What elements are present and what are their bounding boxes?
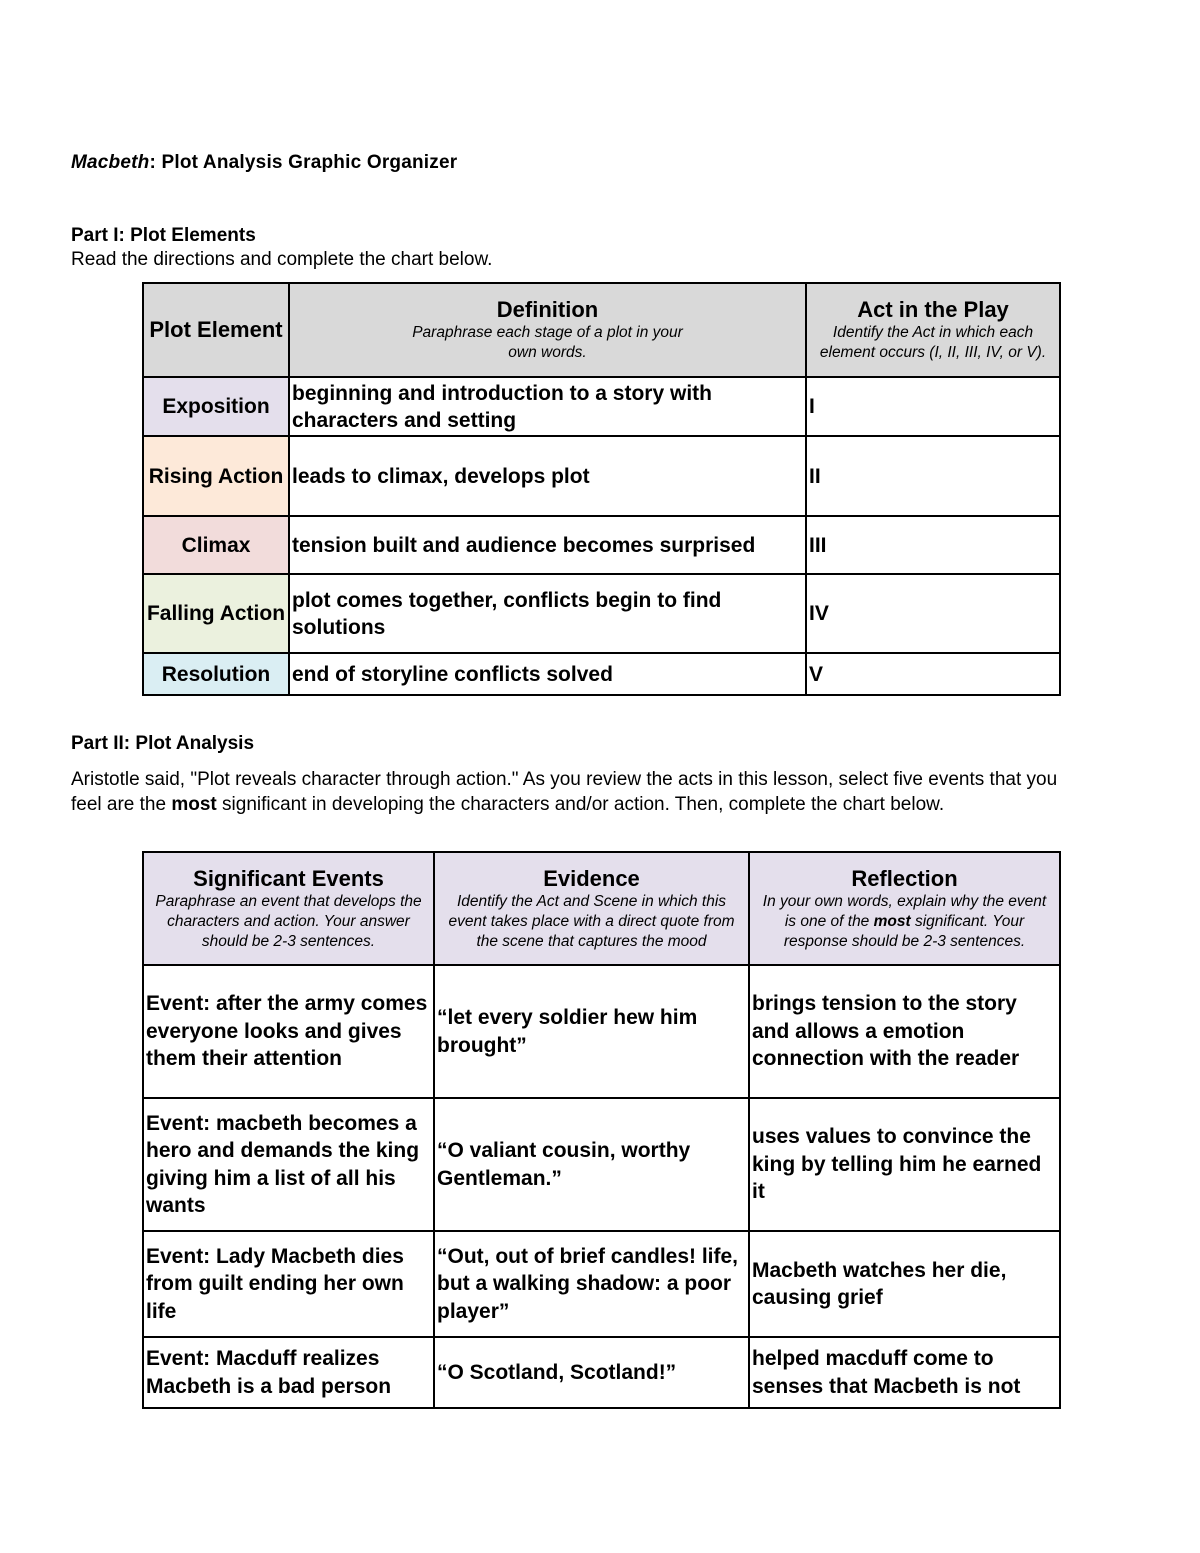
table-row — [143, 436, 1060, 516]
evidence-cell[interactable]: “O Scotland, Scotland!” — [434, 1337, 749, 1408]
event-cell[interactable]: Event: after the army comes everyone looks and gives them their attention — [143, 965, 434, 1098]
evidence-cell[interactable]: “O valiant cousin, worthy Gentleman.” — [434, 1098, 749, 1231]
table-row — [143, 653, 1060, 695]
event-cell[interactable]: Event: macbeth becomes a hero and demands the king giving him a list of all his wants — [143, 1098, 434, 1231]
plot-element-act[interactable]: II — [806, 436, 1060, 516]
table-row — [143, 574, 1060, 653]
plot-element-label: Rising Action — [143, 436, 289, 516]
header-significant-events: Significant Events Paraphrase an event that develops the characters and action. Your answer should be 2-3 sentences. — [143, 852, 434, 965]
plot-element-definition[interactable]: leads to climax, develops plot — [289, 436, 806, 516]
reflection-cell[interactable]: Macbeth watches her die, causing grief — [749, 1231, 1060, 1337]
header-plot-element: Plot Element — [143, 283, 289, 377]
plot-element-label: Falling Action — [143, 574, 289, 653]
evidence-cell[interactable]: “Out, out of brief candles! life, but a walking shadow: a poor player” — [434, 1231, 749, 1337]
table-row — [143, 516, 1060, 574]
document-title — [71, 152, 457, 174]
plot-element-label: Exposition — [143, 377, 289, 436]
part2-intro: Aristotle said, "Plot reveals character through action." As you review the acts in this lesson, select five events that you feel are the most significant in developing the characters and/or action. Then, complete the chart below. — [71, 769, 1058, 815]
reflection-cell[interactable]: uses values to convince the king by telling him he earned it — [749, 1098, 1060, 1231]
header-definition: Definition Paraphrase each stage of a plot in your own words. — [289, 283, 806, 377]
plot-element-definition[interactable]: tension built and audience becomes surprised — [289, 516, 806, 574]
plot-element-act[interactable]: IV — [806, 574, 1060, 653]
header-evidence: Evidence Identify the Act and Scene in which this event takes place with a direct quote from the scene that captures the mood — [434, 852, 749, 965]
plot-element-act[interactable]: V — [806, 653, 1060, 695]
reflection-cell[interactable]: brings tension to the story and allows a emotion connection with the reader — [749, 965, 1060, 1098]
plot-element-label: Climax — [143, 516, 289, 574]
event-cell[interactable]: Event: Macduff realizes Macbeth is a bad person — [143, 1337, 434, 1408]
table-row — [143, 1337, 1060, 1408]
table-row — [143, 965, 1060, 1098]
part2-heading: Part II: Plot Analysis — [71, 733, 255, 754]
plot-elements-table — [142, 282, 1061, 696]
plot-element-definition[interactable]: beginning and introduction to a story with characters and setting — [289, 377, 806, 436]
significant-events-table — [142, 851, 1061, 1409]
header-act: Act in the Play Identify the Act in which each element occurs (I, II, III, IV, or V). — [806, 283, 1060, 377]
part1-directions: Read the directions and complete the chart below. — [71, 249, 493, 270]
plot-element-label: Resolution — [143, 653, 289, 695]
table-header-row — [143, 283, 1060, 377]
plot-element-act[interactable]: I — [806, 377, 1060, 436]
plot-element-act[interactable]: III — [806, 516, 1060, 574]
table-row — [143, 1098, 1060, 1231]
title-rest: : Plot Analysis Graphic Organizer — [149, 152, 458, 173]
header-reflection: Reflection In your own words, explain why the event is one of the most significant. Your response should be 2-3 sentences. — [749, 852, 1060, 965]
plot-element-definition[interactable]: plot comes together, conflicts begin to find solutions — [289, 574, 806, 653]
title-italic: Macbeth — [71, 152, 150, 173]
part1-heading: Part I: Plot Elements — [71, 225, 256, 246]
table-header-row — [143, 852, 1060, 965]
table-row — [143, 377, 1060, 436]
plot-element-definition[interactable]: end of storyline conflicts solved — [289, 653, 806, 695]
event-cell[interactable]: Event: Lady Macbeth dies from guilt ending her own life — [143, 1231, 434, 1337]
evidence-cell[interactable]: “let every soldier hew him brought” — [434, 965, 749, 1098]
reflection-cell[interactable]: helped macduff come to senses that Macbeth is not — [749, 1337, 1060, 1408]
table-row — [143, 1231, 1060, 1337]
